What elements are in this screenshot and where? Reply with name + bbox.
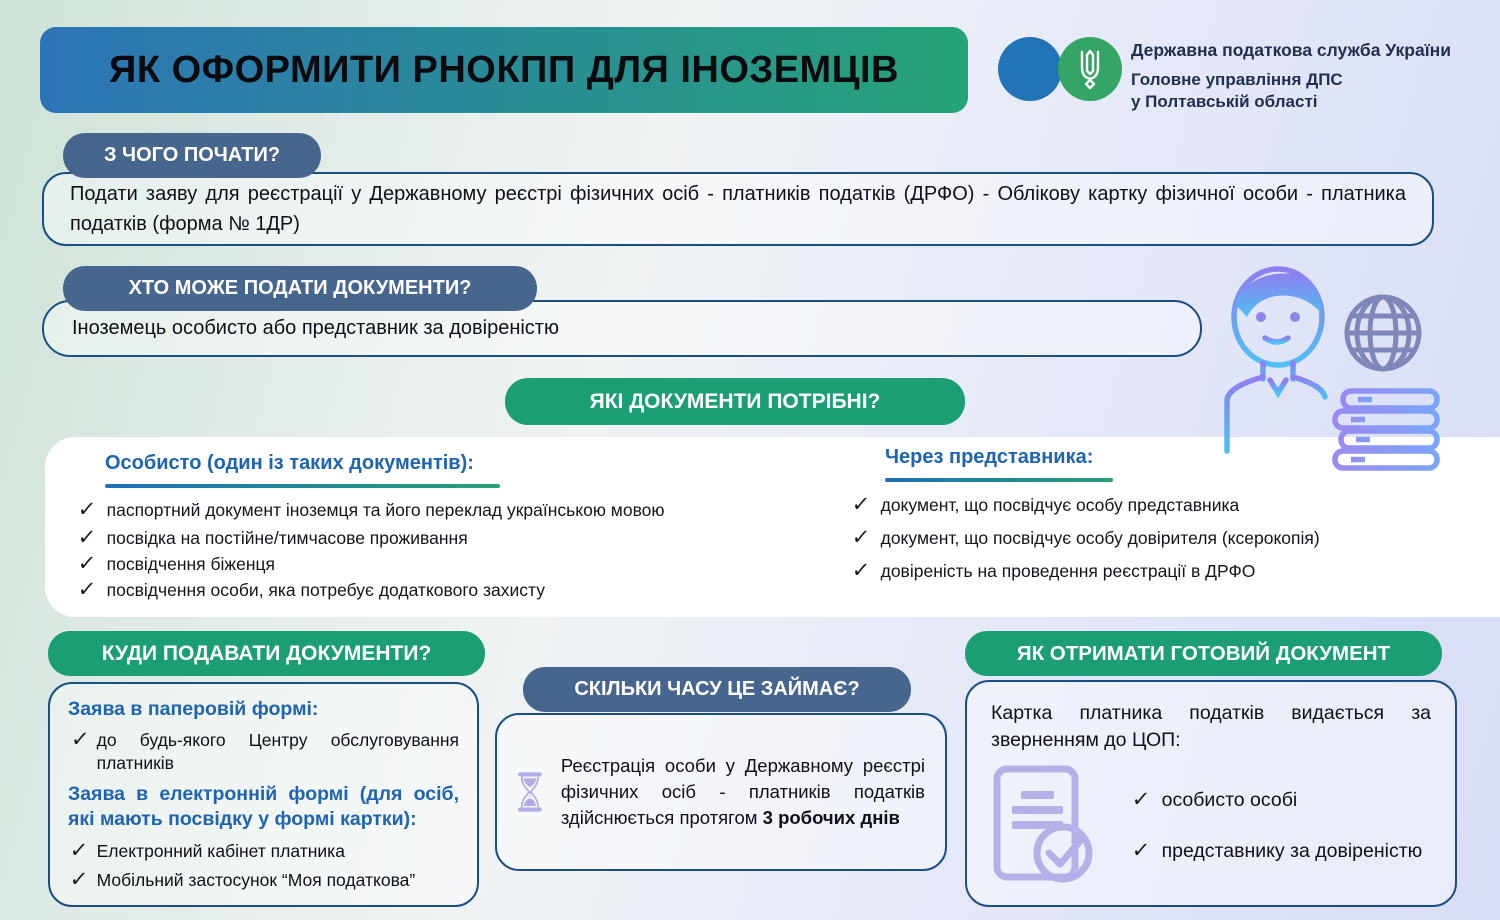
- list-item: ✓ документ, що посвідчує особу довірителя (ксерокопія): [850, 526, 1320, 549]
- check-icon: ✓: [76, 498, 97, 521]
- list-item: ✓ Мобільний застосунок “Моя податкова”: [68, 868, 416, 892]
- start-text: Подати заяву для реєстрації у Державному реєстрі фізичних осіб - платників податків (ДРФО) - Облікову картку фізичної особи - платника податків (форма № 1ДР): [70, 183, 1406, 235]
- page-title: ЯК ОФОРМИТИ РНОКПП ДЛЯ ІНОЗЕМЦІВ: [109, 48, 899, 91]
- list-item: ✓ довіреність на проведення реєстрації в ДРФО: [850, 559, 1256, 582]
- paper-form-heading: Заява в паперовій формі:: [68, 698, 319, 720]
- logo-green-circle: [1058, 37, 1122, 101]
- who-text: Іноземець особисто або представник за довіреністю: [72, 317, 559, 339]
- receive-text: Картка платника податків видається за зверненням до ЦОП:: [991, 702, 1431, 752]
- list-item: ✓ посвідчення біженця: [76, 552, 275, 575]
- books-icon: [1335, 391, 1437, 468]
- document-check-icon: [991, 763, 1096, 891]
- check-icon: ✓: [850, 559, 871, 582]
- personal-underline: [105, 484, 500, 488]
- badge-time: СКІЛЬКИ ЧАСУ ЦЕ ЗАЙМАЄ?: [523, 667, 911, 712]
- time-bold: 3 робочих днів: [762, 807, 900, 829]
- receive-card: [965, 680, 1457, 907]
- org-region: у Полтавській області: [1131, 92, 1318, 112]
- person-globe-books-illustration: [1203, 253, 1448, 475]
- personal-heading: Особисто (один із таких документів):: [105, 452, 474, 474]
- check-icon: ✓: [76, 578, 97, 601]
- badge-where: КУДИ ПОДАВАТИ ДОКУМЕНТИ?: [48, 631, 485, 676]
- badge-start: З ЧОГО ПОЧАТИ?: [63, 133, 321, 178]
- check-icon: ✓: [1130, 838, 1151, 862]
- logo-blue-circle: [998, 37, 1062, 101]
- check-icon: ✓: [68, 838, 89, 862]
- check-icon: ✓: [1130, 787, 1151, 811]
- list-item: ✓ документ, що посвідчує особу представника: [850, 493, 1240, 516]
- title-banner: [40, 27, 968, 113]
- list-item: ✓ паспортний документ іноземця та його переклад українською мовою: [76, 498, 665, 521]
- check-icon: ✓: [76, 552, 97, 575]
- representative-heading: Через представника:: [885, 446, 1094, 468]
- list-item: ✓ до будь-якого Центру обслуговування платників: [70, 729, 459, 775]
- check-icon: ✓: [76, 526, 97, 549]
- start-text-box: [42, 172, 1434, 246]
- time-card: [495, 713, 947, 871]
- where-card: [48, 682, 479, 907]
- org-text-block: [1131, 40, 1451, 114]
- representative-underline: [885, 478, 1113, 482]
- check-icon: ✓: [850, 493, 871, 516]
- trident-icon: [1071, 47, 1109, 91]
- list-item: ✓ посвідка на постійне/тимчасове проживання: [76, 526, 468, 549]
- list-item: ✓ особисто особі: [1130, 787, 1298, 811]
- check-icon: ✓: [70, 728, 91, 752]
- globe-icon: [1343, 297, 1423, 369]
- electronic-form-heading: Заява в електронній формі (для осіб, які мають посвідку у формі картки):: [68, 782, 459, 831]
- badge-documents: ЯКІ ДОКУМЕНТИ ПОТРІБНІ?: [505, 378, 965, 425]
- check-icon: ✓: [68, 868, 89, 892]
- list-item: ✓ Електронний кабінет платника: [68, 838, 345, 862]
- list-item: ✓ посвідчення особи, яка потребує додаткового захисту: [76, 578, 545, 601]
- time-text: Реєстрація особи у Державному реєстрі фізичних осіб - платників податків здійснюється протягом 3 робочих днів: [560, 754, 925, 829]
- org-name: Державна податкова служба України: [1131, 40, 1451, 60]
- hourglass-icon: [517, 739, 543, 845]
- check-icon: ✓: [850, 526, 871, 549]
- org-department: Головне управління ДПС: [1131, 70, 1343, 89]
- list-item: ✓ представнику за довіреністю: [1130, 838, 1423, 862]
- badge-who: ХТО МОЖЕ ПОДАТИ ДОКУМЕНТИ?: [63, 266, 537, 311]
- person-icon: [1227, 269, 1325, 451]
- badge-receive: ЯК ОТРИМАТИ ГОТОВИЙ ДОКУМЕНТ: [965, 631, 1442, 676]
